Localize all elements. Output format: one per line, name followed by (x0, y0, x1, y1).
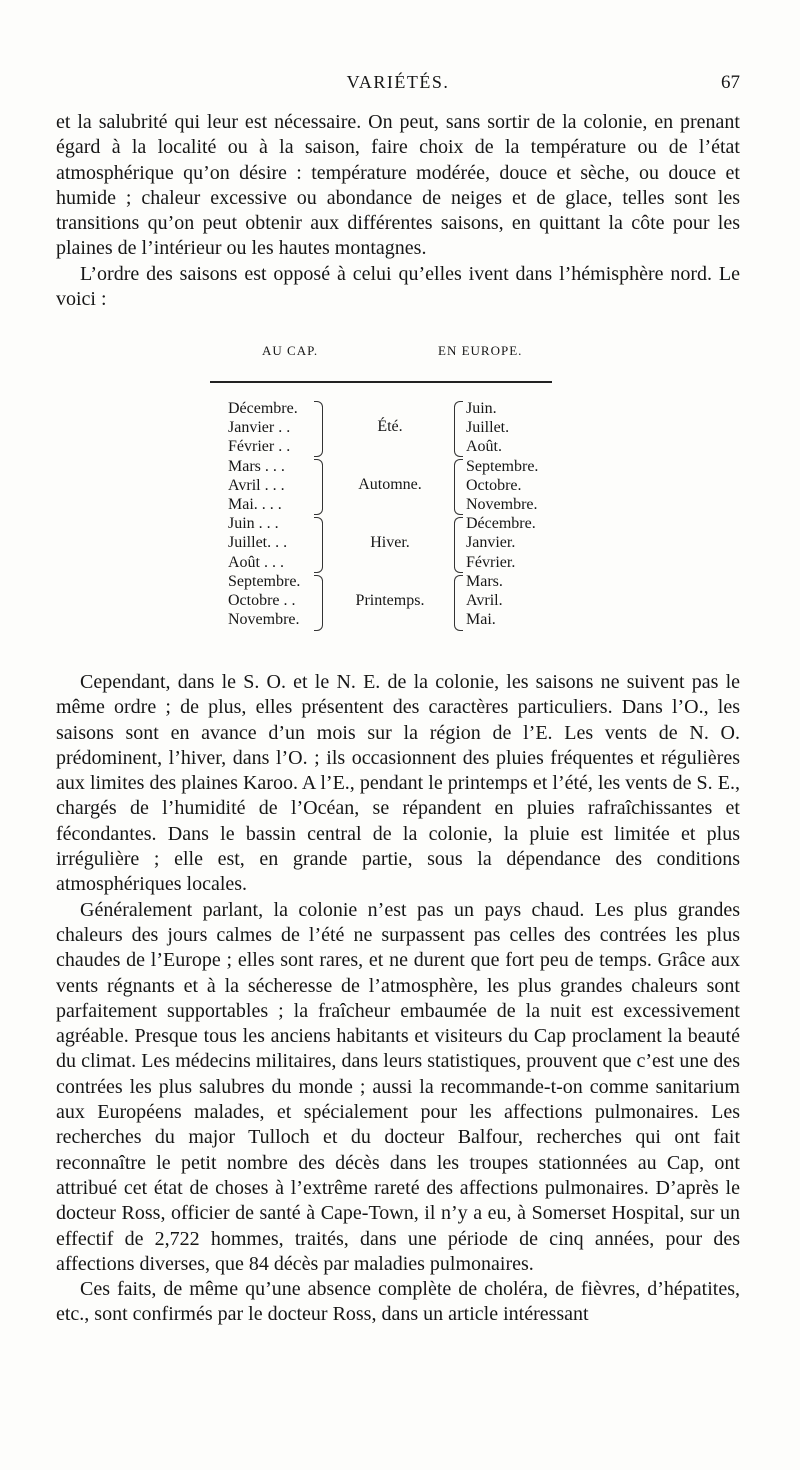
text-block-bottom (56, 670, 740, 1328)
europe-month: Août. (466, 438, 502, 456)
table-header-cap: AU CAP. (262, 343, 319, 358)
cap-month: Juin . . . (228, 515, 279, 533)
cap-month: Décembre. (228, 400, 298, 417)
europe-month: Mars. (466, 572, 503, 590)
page-header (56, 72, 740, 102)
cap-month: Septembre. (228, 572, 301, 590)
cap-month: Novembre. (228, 611, 300, 629)
cap-month: Mai. . . . (228, 496, 282, 514)
cap-month: Août . . . (228, 553, 284, 571)
running-title: VARIÉTÉS. (346, 72, 450, 92)
europe-month: Octobre. (466, 476, 522, 494)
europe-month: Mai. (466, 611, 496, 629)
page-number: 67 (721, 72, 740, 93)
europe-months-column (466, 399, 538, 629)
europe-month: Septembre. (466, 457, 539, 475)
cap-months-column (228, 399, 300, 629)
opening-brace (454, 401, 463, 457)
closing-brace (314, 575, 323, 631)
paragraph: Généralement parlant, la colonie n’est pas un pays chaud. Les plus grandes chaleurs des jours calmes de l’été ne surpassent pas celles des contrées les plus chaudes de l’Europe ; elles sont rares, et ne durent que fort peu de temps. Grâce aux vents régnants et à la sécheresse de l’atmosphère, les plus grandes chaleurs sont parfaitement supportables ; la fraîcheur embaumée de la nuit est excessivement agréable. Presque tous les anciens habitants et visiteurs du Cap proclament la beauté du climat. Les médecins militaires, dans leurs statistiques, prouvent que c’est une des contrées les plus salubres du monde ; aussi la recommande-t-on comme sanitarium aux Européens malades, et spécialement pour les affections pulmonaires. Les recherches du major Tulloch et du docteur Balfour, recherches qui ont fait reconnaître le petit nombre des décès dans les troupes stationnées au Cap, ont attribué cet état de choses à l’extrême rareté des affections pulmonaires. D’après le docteur Ross, officier de santé à Cape-Town, il n’y a eu, à Somerset Hospital, sur un effectif de 2,722 hommes, traités, dans une période de cinq années, pour des affections diverses, que 84 décès par maladies pulmonaires. (56, 898, 740, 1275)
table-header-europe: EN EUROPE. (438, 343, 523, 358)
europe-month: Juin. (466, 400, 497, 417)
table-rule (210, 381, 552, 383)
season-label: Hiver. (370, 534, 410, 551)
season-label: Automne. (358, 476, 422, 493)
closing-brace (314, 401, 323, 457)
cap-month: Janvier . . (228, 419, 291, 437)
cap-month: Juillet. . . (228, 534, 288, 552)
opening-brace (454, 575, 463, 631)
paragraph: L’ordre des saisons est opposé à celui qu’elles ivent dans l’hémisphère nord. Le voici : (56, 262, 740, 311)
europe-month: Avril. (466, 592, 503, 610)
closing-brace (314, 459, 323, 515)
europe-month: Décembre. (466, 515, 536, 533)
europe-month: Juillet. (466, 419, 510, 437)
paragraph: et la salubrité qui leur est nécessaire. On peut, sans sortir de la colonie, en prenant égard à la localité ou à la saison, faire choix de la température ou de l’état atmosphérique qu’on désire : température modérée, douce et sèche, ou douce et humide ; chaleur excessive ou abondance de neiges et de glace, telles sont les transitions qu’on peut obtenir aux différentes saisons, en quittant la côte pour les plaines de l’intérieur ou les hautes montagnes. (56, 111, 740, 260)
europe-month: Janvier. (466, 534, 516, 552)
cap-month: Avril . . . (228, 476, 285, 494)
europe-month: Février. (466, 553, 516, 571)
cap-month: Février . . (228, 438, 291, 456)
europe-month: Novembre. (466, 496, 538, 514)
text-block-top (56, 110, 740, 312)
cap-month: Mars . . . (228, 457, 285, 475)
paragraph: Cependant, dans le S. O. et le N. E. de la colonie, les saisons ne suivent pas le même ordre ; de plus, elles présentent des caractères particuliers. Dans l’O., les saisons sont en avance d’un mois sur la région de l’E. Les vents de N. O. prédominent, l’hiver, dans l’O. ; ils occasionnent des pluies fréquentes et régulières aux limites des plaines Karoo. A l’E., pendant le printemps et l’été, les vents de S. E., chargés de l’humidité de l’Océan, se répandent en pluies rafraîchissantes et fécondantes. Dans le bassin central de la colonie, la pluie est limitée et plus irrégulière ; elle est, en grande partie, sous la dépendance des conditions atmosphériques locales. (56, 671, 740, 896)
season-label: Été. (377, 418, 403, 435)
opening-brace (454, 459, 463, 515)
opening-brace (454, 517, 463, 573)
closing-brace (314, 517, 323, 573)
season-label: Printemps. (355, 592, 425, 609)
paragraph: Ces faits, de même qu’une absence complète de choléra, de fièvres, d’hépatites, etc., sont confirmés par le docteur Ross, dans un article intéressant (56, 1278, 740, 1326)
cap-month: Octobre . . (228, 592, 296, 610)
